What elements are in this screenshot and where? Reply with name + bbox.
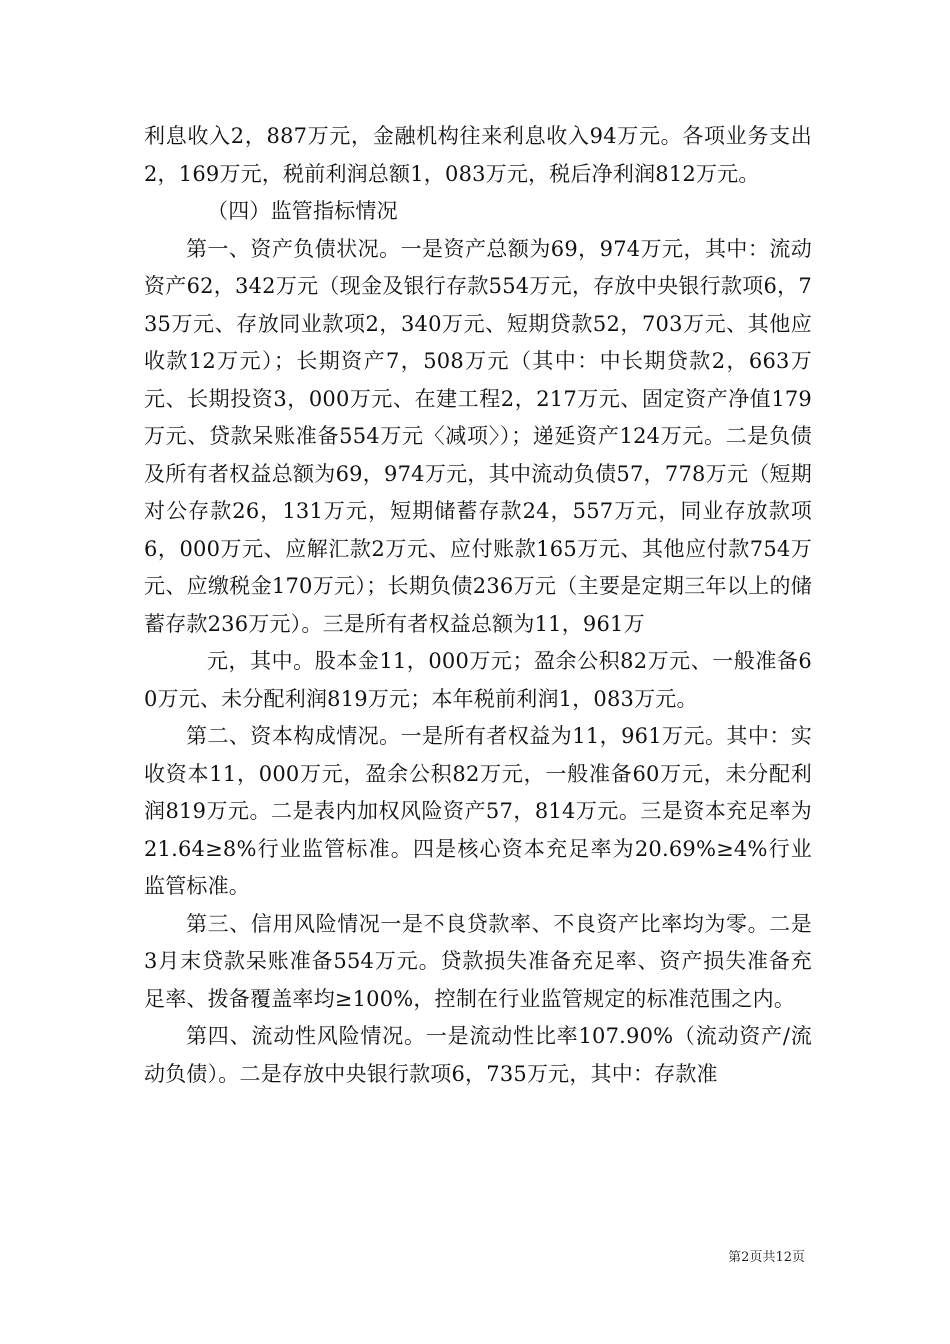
page-number: 第2页共12页 bbox=[728, 1250, 805, 1265]
paragraph-credit-risk: 第三、信用风险情况一是不良贷款率、不良资产比率均为零。二是3月末贷款呆账准备554万元。贷款损失准备充足率、资产损失准备充足率、拨备覆盖率均≥100%，控制在行业监管规定的标准范围之内。 bbox=[144, 911, 812, 1011]
paragraph-assets-liabilities: 第一、资产负债状况。一是资产总额为69，974万元，其中：流动资产62，342万元（现金及银行存款554万元，存放中央银行款项6，735万元、存放同业款项2，340万元、短期贷款52，703万元、其他应收款12万元）；长期资产7，508万元（其中：中长期贷款2，663万元、长期投资3，000万元、在建工程2，217万元、固定资产净值179万元、贷款呆账准备554万元〈减项〉）；递延资产124万元。二是负债及所有者权益总额为69，974万元，其中流动负债57，778万元（短期对公存款26，131万元，短期储蓄存款24，557万元，同业存放款项6，000万元、应解汇款2万元、应付账款165万元、其他应付款754万元、应缴税金170万元）；长期负债236万元（主要是定期三年以上的储蓄存款236万元）。三是所有者权益总额为11，961万 bbox=[144, 236, 812, 636]
paragraph-capital-structure: 第二、资本构成情况。一是所有者权益为11，961万元。其中：实收资本11，000万元，盈余公积82万元，一般准备60万元，未分配利润819万元。二是表内加权风险资产57，814万元。三是资本充足率为21.64≥8%行业监管标准。四是核心资本充足率为20.69%≥4%行业监管标准。 bbox=[144, 724, 812, 898]
section-heading-regulatory-indicators: （四）监管指标情况 bbox=[207, 199, 398, 223]
paragraph-income-summary: 利息收入2，887万元，金融机构往来利息收入94万元。各项业务支出2，169万元，税前利润总额1，083万元，税后净利润812万元。 bbox=[144, 124, 812, 186]
document-body bbox=[144, 118, 812, 1093]
paragraph-liquidity-risk: 第四、流动性风险情况。一是流动性比率107.90%（流动资产/流动负债）。二是存放中央银行款项6，735万元，其中：存款准 bbox=[144, 1024, 812, 1086]
paragraph-equity-breakdown: 元，其中。股本金11，000万元；盈余公积82万元、一般准备60万元、未分配利润819万元；本年税前利润1，083万元。 bbox=[144, 649, 812, 711]
